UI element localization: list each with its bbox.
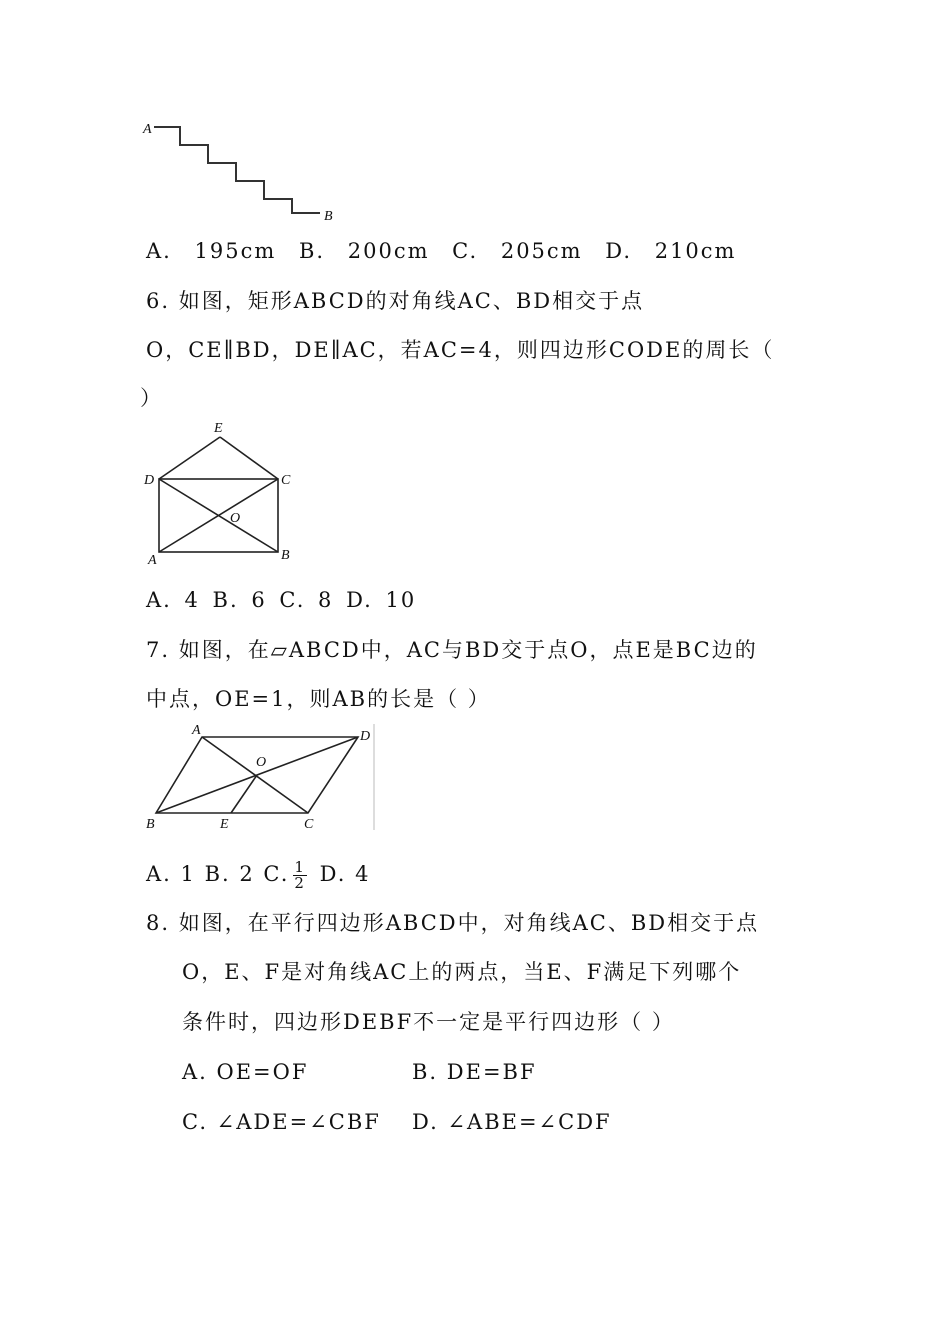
label-o: O	[230, 511, 241, 526]
segment-de	[159, 437, 220, 479]
staircase-path	[154, 127, 320, 213]
q7-option-b: B. 2	[204, 862, 255, 886]
q7-text-line1: 7. 如图，在▱ABCD中，AC与BD交于点O，点E是BC边的	[146, 638, 758, 662]
q8-option-d: D. ∠ABE=∠CDF	[412, 1110, 612, 1134]
q8-option-b: B. DE=BF	[412, 1060, 537, 1084]
q6-text-line2: O，CE∥BD，DE∥AC，若AC=4，则四边形CODE的周长（	[146, 338, 775, 362]
fraction-numerator: 1	[294, 858, 306, 876]
label-d: D	[360, 729, 371, 744]
label-b: B	[324, 209, 333, 224]
q8-text-line1: 8. 如图，在平行四边形ABCD中，对角线AC、BD相交于点	[146, 911, 760, 935]
label-a: A	[192, 723, 201, 738]
label-b: B	[281, 548, 290, 563]
q8-text-line2: O，E、F是对角线AC上的两点，当E、F满足下列哪个	[182, 960, 742, 984]
label-b: B	[146, 817, 155, 832]
q8-option-c: C. ∠ADE=∠CBF	[182, 1110, 381, 1134]
label-c: C	[281, 473, 291, 488]
q5-options: A. 195cm B. 200cm C. 205cm D. 210cm	[146, 239, 737, 263]
fraction-one-half	[293, 860, 307, 891]
rectangle-figure	[140, 418, 300, 568]
q7-options	[146, 858, 370, 891]
q7-option-c: C.	[263, 862, 290, 886]
label-o: O	[256, 755, 267, 770]
q7-option-a: A. 1	[146, 862, 196, 886]
label-c: C	[304, 817, 314, 832]
label-a: A	[148, 553, 157, 568]
q6-text-line1: 6. 如图，矩形ABCD的对角线AC、BD相交于点	[146, 289, 645, 313]
q8-option-a: A. OE=OF	[182, 1060, 309, 1084]
parallelogram-figure	[140, 720, 380, 835]
q7-text-line2: 中点，OE=1，则AB的长是（ ）	[146, 687, 491, 711]
fraction-denominator: 2	[294, 874, 306, 892]
label-d: D	[144, 473, 155, 488]
q8-text-line3: 条件时，四边形DEBF不一定是平行四边形（ ）	[182, 1010, 675, 1034]
q6-options: A. 4 B. 6 C. 8 D. 10	[146, 588, 417, 612]
label-a: A	[143, 122, 152, 137]
label-e: E	[220, 817, 229, 832]
staircase-figure	[140, 118, 340, 228]
q7-option-d: D. 4	[319, 862, 371, 886]
q6-text-line3: ）	[140, 386, 163, 410]
segment-ce	[220, 437, 278, 479]
label-e: E	[214, 421, 223, 436]
